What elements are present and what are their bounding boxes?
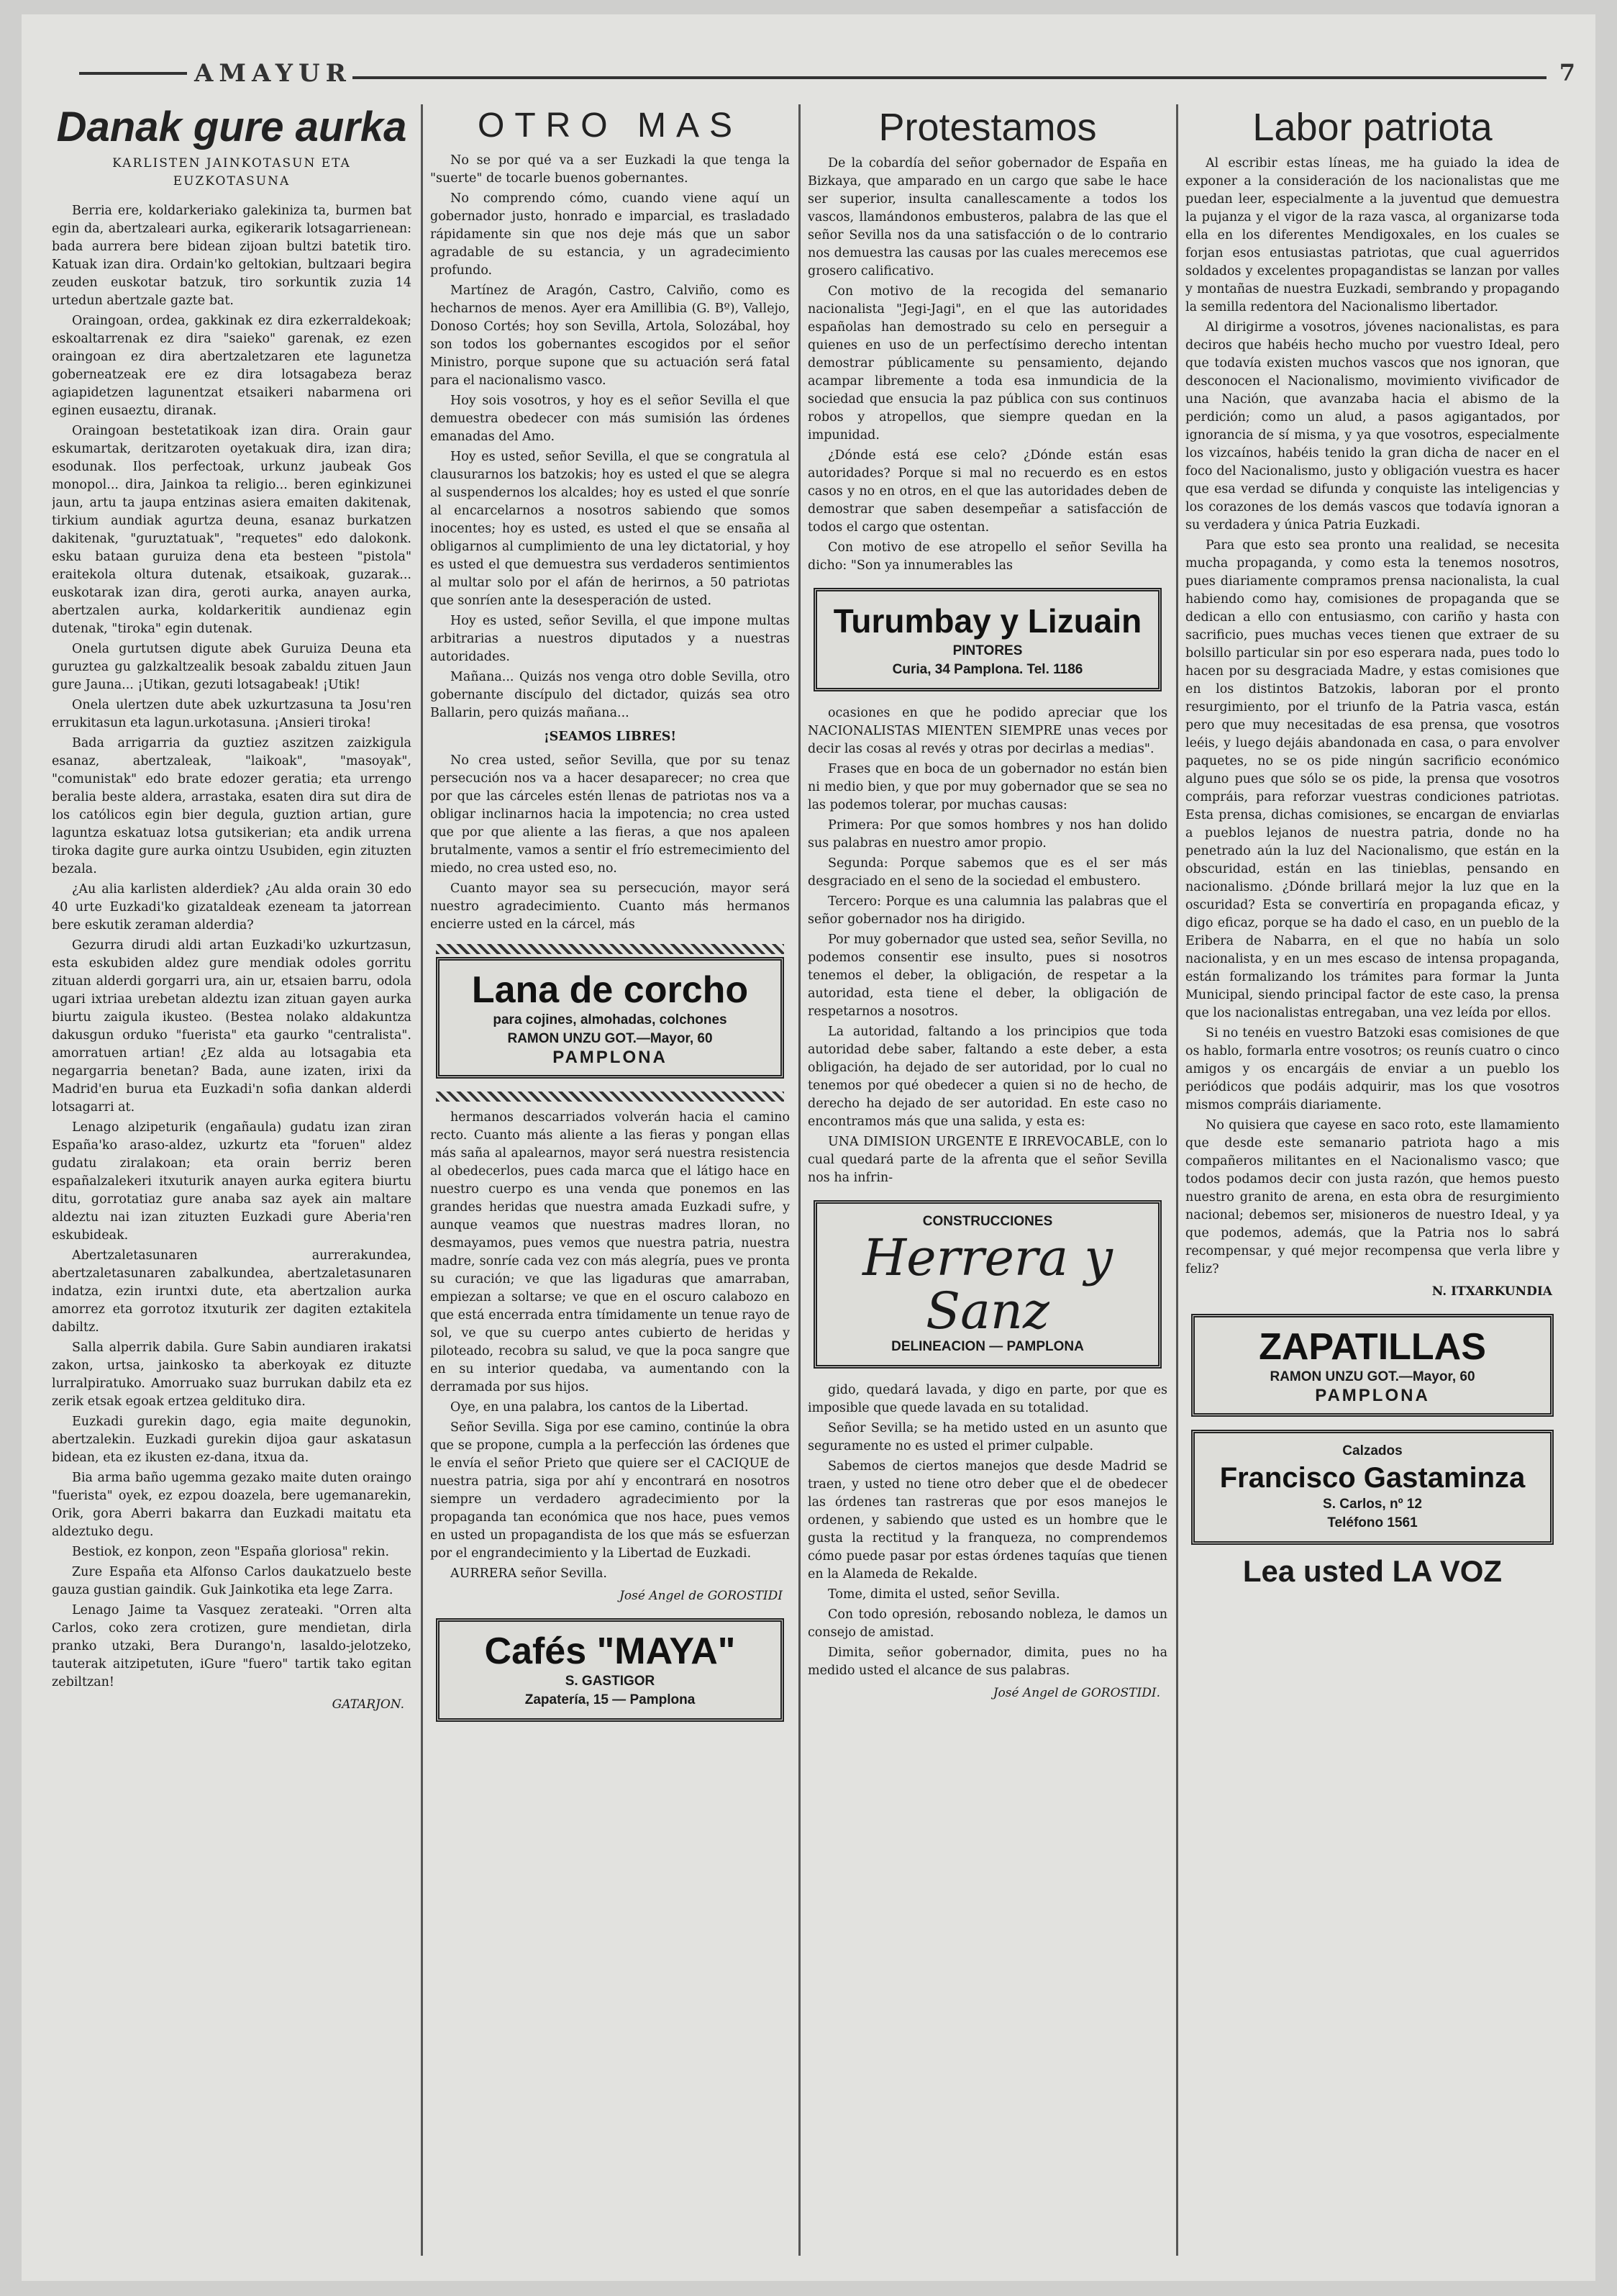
ad-francisco-gastaminza xyxy=(1191,1430,1554,1545)
paragraph: Onela gurtutsen digute abek Guruiza Deuna eta guruztea gu galzkaltzealik besoak zabaldu zituen Jaun gure Jauna... ¡Utikan, gezuti lotsagabeak! ¡Utik! xyxy=(52,642,411,692)
column-divider xyxy=(421,104,423,2256)
ad-city: PAMPLONA xyxy=(1315,1386,1430,1405)
article-protestamos xyxy=(808,104,1167,2256)
masthead xyxy=(79,59,1575,88)
ad-zapatillas xyxy=(1191,1314,1554,1417)
ad-line: DELINEACION — PAMPLONA xyxy=(891,1339,1084,1354)
ad-cafes-maya xyxy=(436,1618,784,1722)
paragraph: Con todo opresión, rebosando nobleza, le damos un consejo de amistad. xyxy=(808,1607,1167,1640)
ad-lana-de-corcho xyxy=(436,957,784,1079)
paragraph: Al dirigirme a vosotros, jóvenes nacionalistas, es para deciros que habéis hecho mucho por vuestro Ideal, pero que todavía existen muchos vascos que nos ignoran, que desconocen el Nacionalismo, movimiento vivificador de una Nación, que avanzaba hacia el abismo de la perdición; como un alud, a pasos agigantados, por ignorancia de sí misma, y ya que vosotros, especialmente los vizcaínos, habéis tenido la gran dicha de nacer en el foco del Nacionalismo, justo y obligación vuestra es hacer que esa verdad se difunda y conquiste las inteligencias y los corazones de los demás vascos que todavía ignoran a su verdadera y única Patria Euzkadi. xyxy=(1185,320,1559,532)
paragraph: Primera: Por que somos hombres y nos han dolido sus palabras en nuestro amor propio. xyxy=(808,818,1167,850)
article-signature: José Angel de GOROSTIDI. xyxy=(993,1686,1160,1700)
paragraph: Lenago Jaime ta Vasquez zerateaki. "Orren alta Carlos, coko zera crotizen, gure mendietan, dirla pranko utzaki, Bera Durango'n, lasaldo-jelotzeko, tauterak aitzipetuten, iGure "fuero" tartik tako egitan zebiltzan! xyxy=(52,1603,411,1689)
newspaper-page xyxy=(22,14,1595,2281)
paragraph: Zure España eta Alfonso Carlos daukatzuelo beste gauza gustian gaindik. Guk Jainkotika eta lege Zarra. xyxy=(52,1565,411,1597)
article-subtitle: KARLISTEN JAINKOTASUN ETA EUZKOTASUNA xyxy=(112,156,351,189)
paragraph: De la cobardía del señor gobernador de España en Bizkaya, que amparado en un cargo que sabe le hace ser superior, insulta canallescamente a todos los vascos, llamándonos embusteros, palabra de las que el señor Sevilla nos da una satisfacción o de lo contrario nos demuestra las causas por las cuales merecemos ese grosero calificativo. xyxy=(808,156,1167,278)
paragraph: Cuanto mayor sea su persecución, mayor será nuestro agradecimiento. Cuanto más hermanos encierre usted en la cárcel, más xyxy=(430,881,790,932)
paragraph: Gezurra dirudi aldi artan Euzkadi'ko uzkurtzasun, esta eskubiden aldez gure mendiak odoles gorritu zituan alderdi gorgarri ura, ain ur, etsaien barru, odola ugari ixtriaa urebetan aldeztu izan zituan gayen aurka biurtu zaigula ikusteo. (Bestea nolako aldakuntza dakusgun orduko "fuerista" eta gaurko "centralista". amorratuen artian! ¿Ez alda au lotsagabia eta negargarria benetan? Bada, aune izaten, irixi da Madrid'en burua eta Euzkadi'n sofia dankan alderdi lotsagarri at. xyxy=(52,938,411,1115)
article-signature: N. ITXARKUNDIA xyxy=(1431,1284,1552,1299)
masthead-rule-left xyxy=(79,72,187,75)
ad-city: PAMPLONA xyxy=(552,1048,668,1067)
paragraph: Al escribir estas líneas, me ha guiado la idea de exponer a la consideración de los nacionalistas que me puedan leer, especialmente a la juventud que demuestra la pujanza y el vigor de la raza vasca, al organizarse toda ella en los diferentes Mendigoxales, en los cuales se forjan esos entusiastas patriotas, que cual aguerridos soldados y excelentes propagandistas se lanzan por valles y montañas de nuestra Euzkadi, sembrando y propagando la semilla redentora del Nacionalismo libertador. xyxy=(1185,156,1559,314)
paragraph: La autoridad, faltando a los principios que toda autoridad debe saber, faltando a este deber, a esta obligación, ha dejado de ser autoridad, por lo cual no tenemos por qué obedecer a quien si no de hecho, de derecho ha dejado de ser autoridad. En este caso no encontramos más que una salida, y esta es: xyxy=(808,1025,1167,1129)
ad-title: Lana de corcho xyxy=(471,969,749,1011)
paragraph: AURRERA señor Sevilla. xyxy=(450,1566,607,1581)
ad-line: RAMON UNZU GOT.—Mayor, 60 xyxy=(1270,1369,1475,1384)
paragraph: Martínez de Aragón, Castro, Calviño, como es hecharnos de menos. Ayer era Amillibia (G. Bº), Vallejo, Donoso Cortés; hoy son Sevilla, Artola, Solozábal, hoy son todos los gobernantes escogidos por el señor Ministro, porque supone que su actuación será fatal para el nacionalismo vasco. xyxy=(430,283,790,388)
paragraph: Euzkadi gurekin dago, egia maite degunokin, abertzalekin. Euzkadi gurekin dijoa gaur askatasun bidean, eta ez ikusten ez-dana, itxua da. xyxy=(52,1415,411,1465)
paragraph: Oraingoan bestetatikoak izan dira. Orain gaur eskumartak, deritzaroten oyetakuak dira, izan dira; esodunak. Ilos perfectoak, urkunz jaubeak Gos monopol... dira, Jainkoa ta religio... beren eginkizunei jaun, artu ta jaupa entzinas asiera emaiten dakitenak, tirkium aundiak agurtza deuna, esanaz burkatzen dakitenak, "guruztatuak", "requetes" edo dalokonk. esku bataan guruiza dena eta besteen "pistola" eraitekola oltura dutenak, etsaikoak, guzarak... euskotarak izan dira, geroti aurka, anayen aurka, abertzalen aurka, koldarkeritik aundienaz egin dutenak, "tiroka" egin dutenak. xyxy=(52,424,411,636)
masthead-rule-right xyxy=(352,76,1547,79)
paragraph: Mañana... Quizás nos venga otro doble Sevilla, otro gobernante discípulo del dictador, quizás sea otro Ballarin, pero quizás mañana... xyxy=(430,670,790,720)
article-signature: José Angel de GOROSTIDI xyxy=(619,1589,783,1603)
center-slogan: ¡SEAMOS LIBRES! xyxy=(543,730,677,744)
paragraph: Hoy es usted, señor Sevilla, el que se congratula al clausurarnos los batzokis; hoy es usted el que se alegra al suspendernos los alcaldes; hoy es usted el que sonríe al encarcelarnos a nosotros sabiendo que somos inocentes; hoy es usted, es usted el que se ensaña al obligarnos al cumplimiento de una ley dictatorial, y hoy es usted el que demuestra sus verdaderos sentimientos al multar solo por el afán de herirnos, a 50 patriotas que sonríen ante la desesperación de usted. xyxy=(430,450,790,608)
ad-line: Calzados xyxy=(1342,1443,1403,1458)
paragraph: Oraingoan, ordea, gakkinak ez dira ezkerraldekoak; eskoaltarrenak ez dira "saieko" garenak, ez ezen oraingoan ez dira abertzaletzaren ete lagunetza goberneatzeak ere ez dira lotsagabeza beraz agiapidetzen lagunentzat etsaikeri nabarmena ori eginen eusaeztu, diranak. xyxy=(52,314,411,418)
paragraph: Tercero: Porque es una calumnia las palabras que el señor gobernador nos ha dirigido. xyxy=(808,894,1167,927)
ad-turumbay-lizuain xyxy=(814,588,1162,691)
ad-herrera-sanz xyxy=(814,1200,1162,1369)
paragraph: Sabemos de ciertos manejos que desde Madrid se traen, y usted no tiene otro deber que el de obedecer las órdenes tan rastreras que por esos manejos le ordenen, y sabiendo que usted es un hombre que le gusta la rectitud y la franqueza, no comprendemos cómo puede pasar por estas órdenes taquías que tienen en la Alameda de Rekalde. xyxy=(808,1459,1167,1582)
paragraph: Oye, en una palabra, los cantos de la Libertad. xyxy=(450,1400,749,1415)
paragraph: Bada arrigarria da guztiez aszitzen zaizkigula esanaz, abertzaleak, "laikoak", "masoyak", "comunistak" edo brate edozer geratia; eta urrengo beralia beste aldera, arrastaka, esaten dira sut dira de los católicos egin bier degula, guztion artian, gure laguntza eskatuaz lotsa gutsikerian; eta andik urrena tiroka dagite gure aurka ointzu Usubiden, egin zituzten bezala. xyxy=(52,736,411,876)
ad-line: Teléfono 1561 xyxy=(1327,1515,1418,1530)
paragraph: Berria ere, koldarkeriako galekiniza ta, burmen bat egin da, abertzaleari aurka, egikerarik lotsagarrienean: bada aurrera bere bidean zijoan bultzi batetik tiro. Katuak izan dira. Ordain'ko geltokian, bultzaari begira zeuden euskotar batzuk, tiro sorkuntik zuzia 14 urtedun abertzale gazte bat. xyxy=(52,204,411,308)
paragraph: Segunda: Porque sabemos que es el ser más desgraciado en el seno de la sociedad el embustero. xyxy=(808,856,1167,889)
article-labor-patriota xyxy=(1185,104,1559,2256)
ad-line: S. GASTIGOR xyxy=(565,1674,655,1689)
ad-title: ZAPATILLAS xyxy=(1259,1326,1486,1368)
ornament-border xyxy=(436,1092,784,1102)
paragraph: Con motivo de ese atropello el señor Sevilla ha dicho: "Son ya innumerables las xyxy=(808,540,1167,573)
column-divider xyxy=(1176,104,1178,2256)
footer-slogan: Lea usted LA VOZ xyxy=(1242,1554,1503,1588)
paragraph: ocasiones en que he podido apreciar que los NACIONALISTAS MIENTEN SIEMPRE unas veces por decir las cosas al revés y otras por decirlas a medias". xyxy=(808,706,1167,756)
paragraph: ¿Au alia karlisten alderdiek? ¿Au alda orain 30 edo 40 urte Euzkadi'ko gizataldeak ezeneam ta jatorrean bere eskutik zeraman alderdia? xyxy=(52,882,411,933)
ad-title: Francisco Gastaminza xyxy=(1219,1462,1526,1494)
paragraph: gido, quedará lavada, y digo en parte, por que es imposible que quede lavada en su totalidad. xyxy=(808,1383,1167,1415)
ad-title: Cafés "MAYA" xyxy=(484,1630,736,1672)
paragraph: Con motivo de la recogida del semanario nacionalista "Jegi-Jagi", en el que las autoridades españolas han demostrado su celo en perseguir a quienes en uso de un perfectísimo derecho intentan demostrar públicamente su pensamiento, dejando acampar libremente a toda esa inmundicia de la sociedad que ensucia la paz pública con sus continuos robos y atropellos, que siempre quedan en la impunidad. xyxy=(808,284,1167,443)
ad-title: Turumbay y Lizuain xyxy=(833,602,1142,640)
ad-line: S. Carlos, nº 12 xyxy=(1323,1497,1422,1512)
column-divider xyxy=(798,104,801,2256)
paragraph: Tome, dimita el usted, señor Sevilla. xyxy=(828,1587,1060,1602)
paragraph: Hoy es usted, señor Sevilla, el que impone multas arbitrarias a nuestros diputados y a nuestras autoridades. xyxy=(430,614,790,664)
paragraph: Señor Sevilla; se ha metido usted en un asunto que seguramente no es usted el primer culpable. xyxy=(808,1421,1167,1453)
ad-line: CONSTRUCCIONES xyxy=(922,1214,1053,1229)
paragraph: Salla alperrik dabila. Gure Sabin aundiaren irakatsi zakon, urtsa, jainkosko ta aberkoyak ez dituzte lurralpiratuko. Amorruako suaz burrukan dabilz eta ez zerik etsak egoak ertzea geldituko dira. xyxy=(52,1340,411,1409)
article-signature: GATARJON. xyxy=(332,1697,404,1712)
page-number: 7 xyxy=(1559,59,1575,86)
paragraph: Lenago alzipeturik (engañaula) gudatu izan ziran España'ko araso-aldez, uzkurtz eta "foruen" aldez gudatu ziralakoan; eta orain berriz beren españalzalekeri itxuturik anayen aurka egitera biurtu ditu, gorrotatiaz gure anaba saz ayek ain maltare aldeztu nai izan zituzten Euzkadi gure Aberia'ren eskubideak. xyxy=(52,1120,411,1243)
paragraph: Bestiok, ez konpon, zeon "España gloriosa" rekin. xyxy=(72,1545,390,1559)
article-danak-gure-aurka xyxy=(52,104,411,2256)
ad-line: para cojines, almohadas, colchones xyxy=(493,1012,727,1027)
article-otro-mas xyxy=(430,104,790,2256)
paragraph: Dimita, señor gobernador, dimita, pues no ha medido usted el alcance de sus palabras. xyxy=(808,1646,1167,1678)
paragraph: Hoy sois vosotros, y hoy es el señor Sevilla el que demuestra obedecer con más sumisión las órdenes emanadas del Amo. xyxy=(430,394,790,444)
masthead-title: AMAYUR xyxy=(194,59,352,88)
article-headline: OTRO MAS xyxy=(477,106,742,145)
ad-line: RAMON UNZU GOT.—Mayor, 60 xyxy=(507,1031,713,1046)
article-headline: Danak gure aurka xyxy=(56,104,407,150)
paragraph: Abertzaletasunaren aurrerakundea, abertzaletasunaren zabalkundea, abertzaletasunaren indatza, ezin iruntxi dute, eta abertzalion aurka amorrez eta gorrotoz itxuturik zer dagiten eztakitela dabiltz. xyxy=(52,1248,411,1335)
paragraph: hermanos descarriados volverán hacia el camino recto. Cuanto más aliente a las fieras y pongan ellas más saña al apalearnos, mayor será nuestra resistencia al obedecerlos, pues cada marca que el látigo hace en nuestro cuerpo es una venda que ponemos en las grandes heridas que nuestra amada Euzkadi sufre, y aunque veamos que nuestras madres lloran, no desmayamos, pues vemos que nuestra patria, nuestra madre, sonríe cada vez con más alegría, pues ve pronta su curación; ve que las ligaduras que amarraban, empiezan a soltarse; ve que en el oscuro calabozo en que está encerrada entra tímidamente un tenue rayo de sol, ve que su cuerpo antes cubierto de heridas y piloteado, recobra su salud, ve que la poca sangre que en su interior quedaba, va aumentando con la derramada por sus hijos. xyxy=(430,1110,790,1394)
paragraph: Señor Sevilla. Siga por ese camino, continúe la obra que se propone, cumpla a la perfección las órdenes que le envía el señor Prieto que quiere ser el CACIQUE de nuestra patria, siga por ahí y encontrará en nosotros siempre un verdadero agradecimiento por la propaganda tan económica que nos hace, pues vemos en usted un propagandista de los que más se esfuerzan por el engrandecimiento y la Libertad de Euzkadi. xyxy=(430,1420,790,1561)
paragraph: No quisiera que cayese en saco roto, este llamamiento que desde este semanario patriota hago a mis compañeros militantes en el Nacionalismo vasco; que todos podamos decir con justa razón, que hemos puesto nuestro granito de arena, en esta obra de resurgimiento nacional; debemos ser, misioneros de nuestro Ideal, y ya que podemos, además, que la Patria nos lo sabrá recompensar, y qué mejor recompensa que verla libre y feliz? xyxy=(1185,1118,1559,1276)
paragraph: Frases que en boca de un gobernador no están bien ni medio bien, y que por muy gobernador que se sea no las podemos tolerar, por muchas causas: xyxy=(808,762,1167,812)
ornament-border xyxy=(436,944,784,954)
article-headline: Protestamos xyxy=(878,106,1097,149)
paragraph: No comprendo cómo, cuando viene aquí un gobernador justo, honrado e imparcial, es trasladado rápidamente sin que nos deje más que un sabor agradable de su estancia, y un agradecimiento profundo. xyxy=(430,191,790,278)
ad-line: Curia, 34 Pamplona. Tel. 1186 xyxy=(892,662,1083,677)
paragraph: Por muy gobernador que usted sea, señor Sevilla, no podemos consentir ese insulto, pues si nosotros tenemos el deber, la obligación, de respetar a la autoridad, esta tiene el deber, la obligación de respetarnos a nosotros. xyxy=(808,933,1167,1019)
paragraph: Para que esto sea pronto una realidad, se necesita mucha propaganda, y como esta la tenemos nosotros, pues diariamente compramos prensa nacionalista, la cual habiendo como hay, comisiones de propaganda que se dedican a ello con entusiasmo, con cariño y hasta con sacrificio, pues muchas veces tienen que extraer de su bolsillo particular sin por eso esperara nada, pues todo lo hacen por su desgraciada Madre, y estas comisiones que en los distintos Batzokis, laboran por el pronto resurgimiento, por el triunfo de la Patria vasca, están pero que muy necesitadas de esa prensa, que vosotros leéis, y luego dejáis abandonada en casa, o para envolver paquetes, no se os pide ningún sacrificio económico alguno pues que sólo se os pide, la prensa que vosotros compráis, para reforzar vuestras condiciones patriotas. Esta prensa, dichas comisiones, se encargan de enviarlas a pueblos lejanos de nuestra patria, donde no ha penetrado aún la luz del Nacionalismo, que están en la obscuridad, están en las tinieblas, pensando en nacionalismo. ¿Dónde brillará mejor la luz que en la oscuridad? Esta se convertiría en propaganda eficaz, y digo eficaz, porque se ha dado el caso, en un pueblo de la Eribera de Nabarra, en el que no había un solo nacionalista, y en un mes escaso de intensa propaganda, están formalizando los trámites para formar la Junta Municipal, siendo principal factor de este caso, la prensa que los nacionalistas entregaban, una vez leída por ellos. xyxy=(1185,538,1559,1020)
paragraph: No se por qué va a ser Euzkadi la que tenga la "suerte" de tocarle buenos gobernantes. xyxy=(430,153,790,186)
paragraph: Bia arma baño ugemma gezako maite duten oraingo "fuerista" oyek, ez ezpou doazela, bere ugemanarekin, Orik, gora Aberri bakarra dan Euzkadi maitatu eta aldeztuko degu. xyxy=(52,1471,411,1539)
paragraph: Onela ulertzen dute abek uzkurtzasuna ta Josu'ren errukitasun eta lagun.urkotasuna. ¡Ansieri tiroka! xyxy=(52,698,411,730)
paragraph: Si no tenéis en vuestro Batzoki esas comisiones de que os hablo, formarla entre vosotros; os reunís cuatro o cinco amigos y os encargáis de enviar a un pueblo los periódicos que podáis adquirir, mas los que vosotros mismos compráis diariamente. xyxy=(1185,1026,1559,1112)
paragraph: UNA DIMISION URGENTE E IRREVOCABLE, con lo cual quedará parte de la afrenta que el señor Sevilla nos ha infrin- xyxy=(808,1135,1167,1185)
paragraph: ¿Dónde está ese celo? ¿Dónde están esas autoridades? Porque si mal no recuerdo es en estos casos y no en otros, en el que las autoridades deben de demostrar que saben desempeñar a satisfacción de todos el cargo que ostentan. xyxy=(808,448,1167,535)
paragraph: No crea usted, señor Sevilla, que por su tenaz persecución nos va a hacer desaparecer; no crea que por que las cárceles estén llenas de patriotas nos va a obligar inclinarnos hacia la impotencia; no crea usted que por que aliente a las fieras, a que nos apaleen brutalmente, vamos a sentir el frío estremecimiento del miedo, no crea usted eso, no. xyxy=(430,753,790,876)
article-headline: Labor patriota xyxy=(1252,106,1493,149)
ad-line: Zapatería, 15 — Pamplona xyxy=(524,1692,696,1707)
ad-line: PINTORES xyxy=(952,643,1023,658)
ad-title: Herrera y Sanz xyxy=(862,1228,1113,1340)
